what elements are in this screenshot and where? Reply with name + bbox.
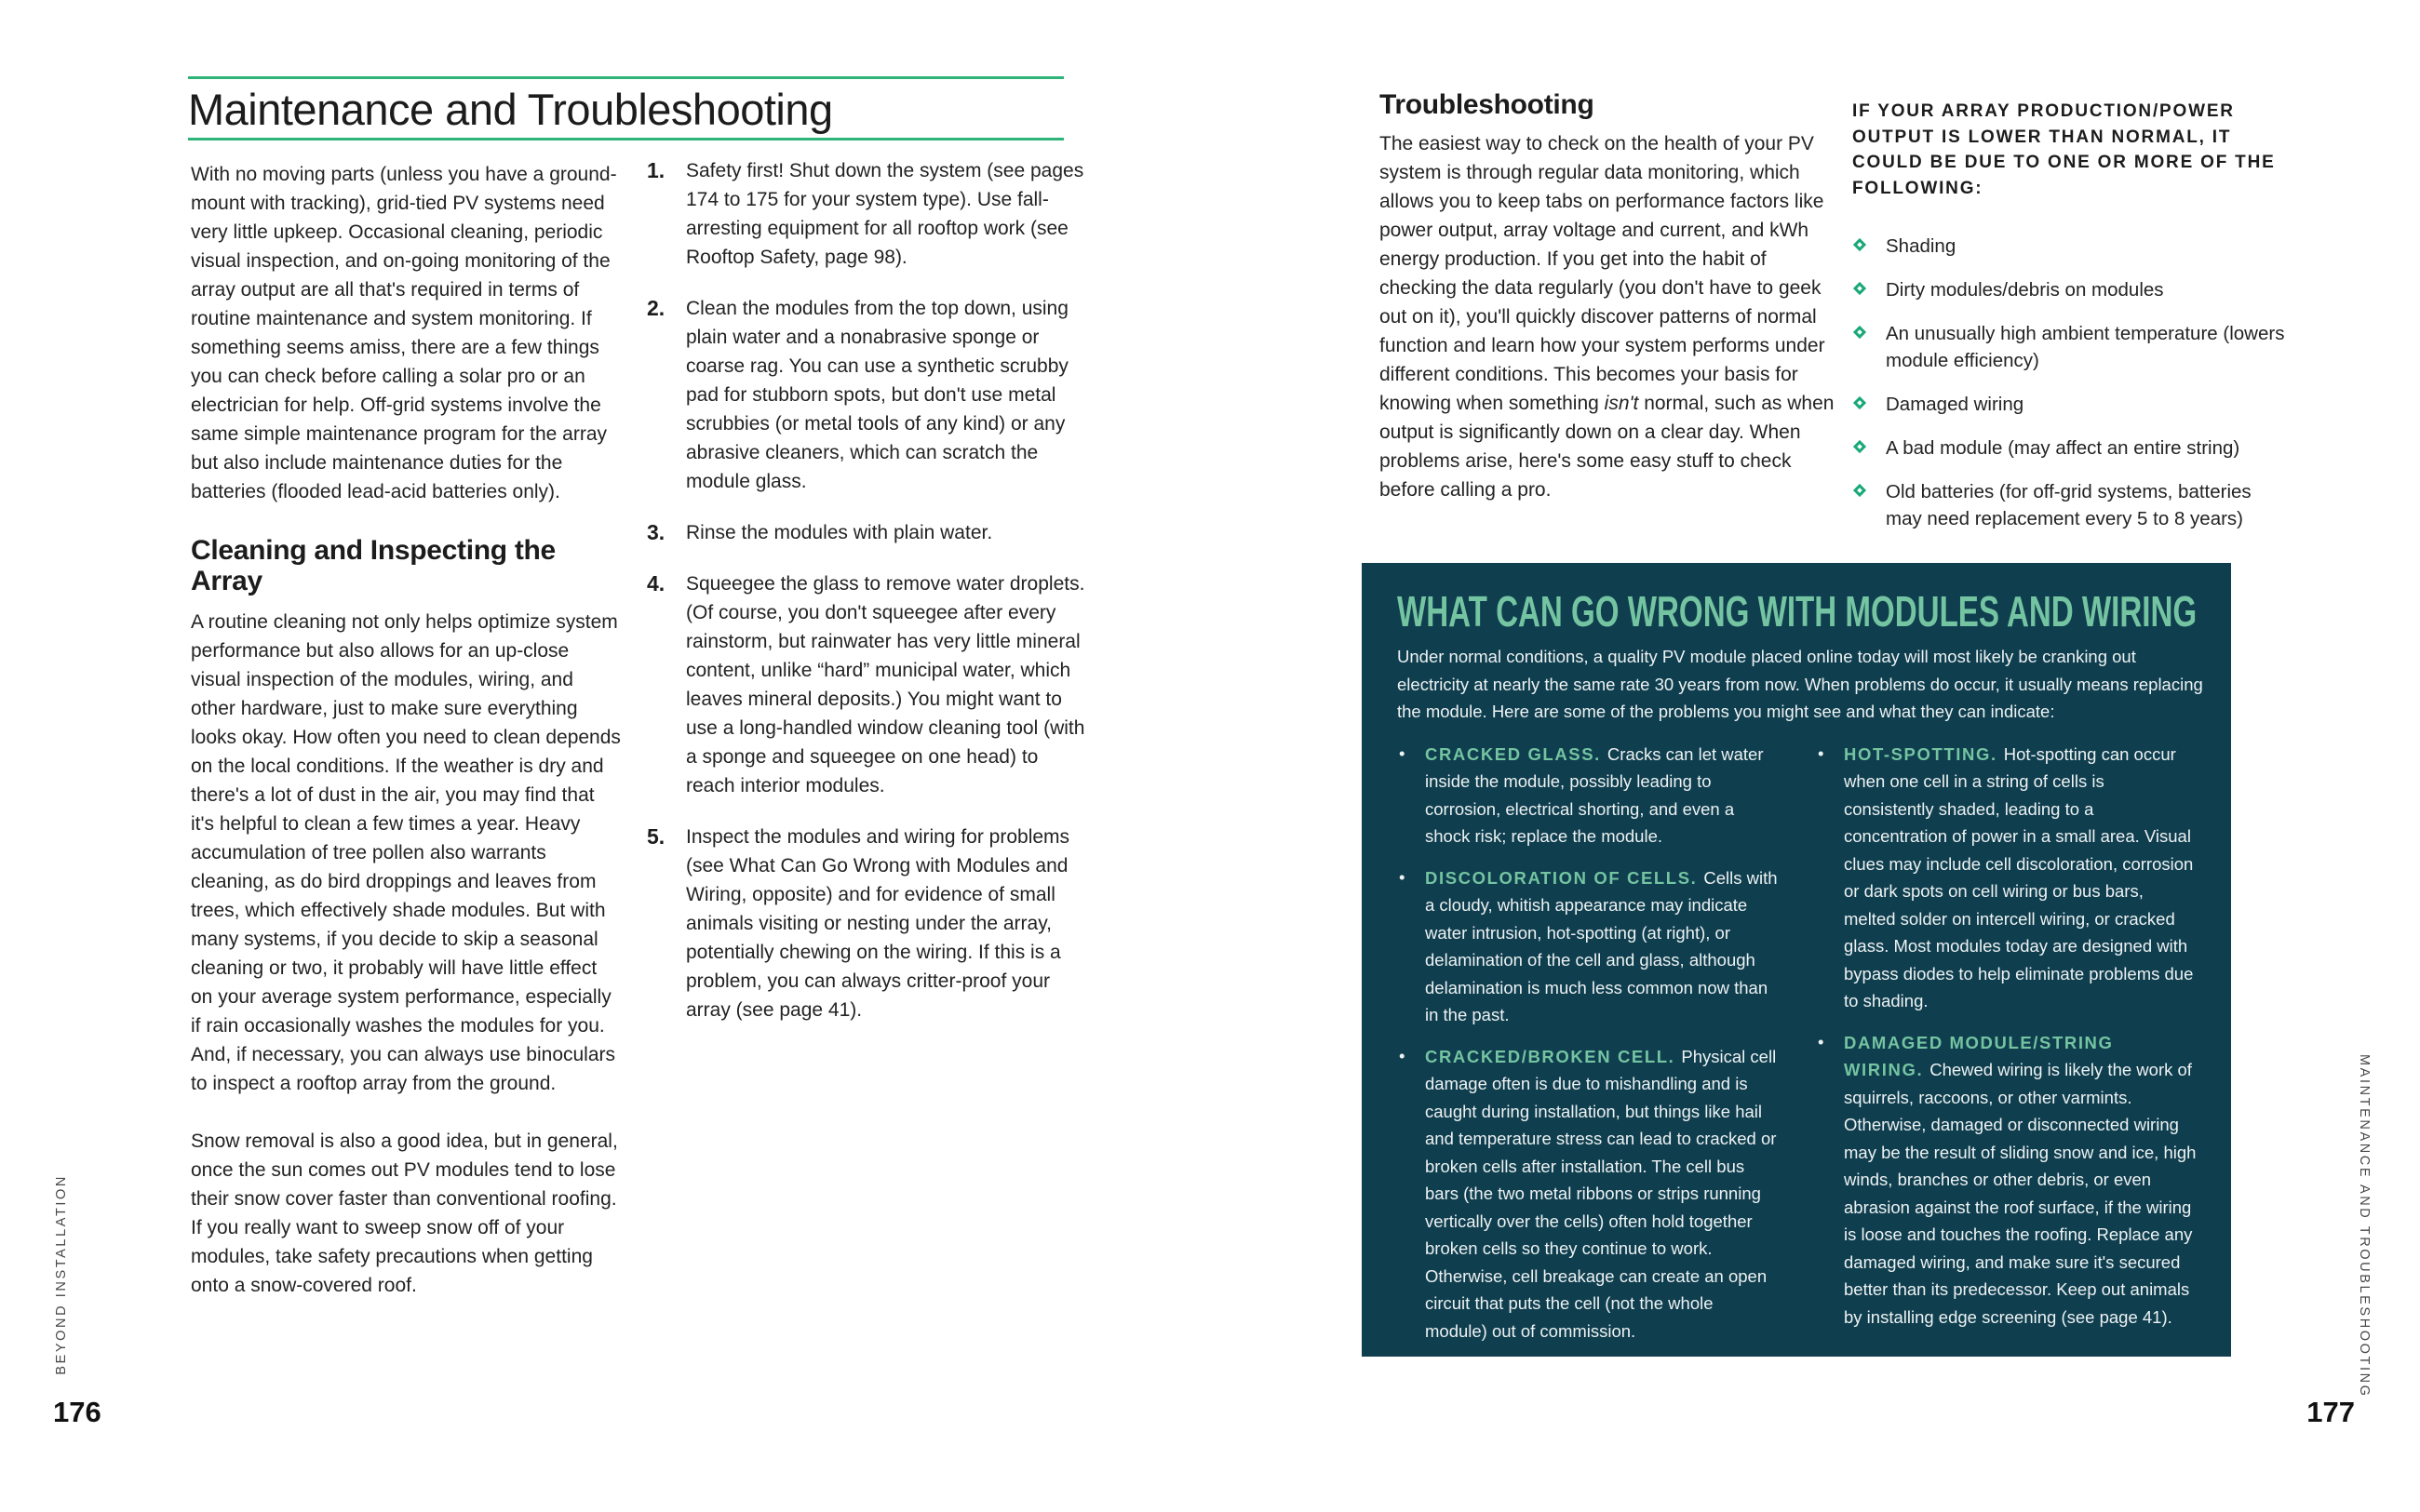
step-item xyxy=(647,518,1089,547)
bullet-icon: • xyxy=(1399,866,1405,887)
troubleshooting-text: The easiest way to check on the health of your PV system is through regular data monitoring, which allows you to keep tabs on performance factors like power output, array voltage and current, and kWh energy production. If you get into the habit of checking the data regularly (you don't have to geek out on it), you'll quickly discover patterns of normal function and learn how your system performs under different conditions. This becomes your basis for knowing when something xyxy=(1379,133,1825,414)
diamond-bullet-icon xyxy=(1853,282,1866,295)
troubleshooting-heading: Troubleshooting xyxy=(1379,89,1594,120)
title-top-rule xyxy=(188,76,1064,79)
panel-column-right xyxy=(1816,741,2198,1359)
step-item xyxy=(647,569,1089,800)
bullet-icon: • xyxy=(1818,743,1824,763)
page-number-right: 177 xyxy=(2306,1396,2355,1428)
panel-item xyxy=(1397,1043,1779,1345)
cause-text: Dirty modules/debris on modules xyxy=(1886,279,2164,301)
diamond-bullet-icon xyxy=(1853,326,1866,339)
title-bottom-rule xyxy=(188,138,1064,140)
panel-desc: Cracks can let water inside the module, possibly leading to corrosion, electrical shorting, and even a shock risk; replace the module. xyxy=(1425,743,1764,846)
causes-section xyxy=(1852,99,2290,549)
step-text: Safety first! Shut down the system (see pages 174 to 175 for your system type). Use fall-arresting equipment for all rooftop work (see Rooftop Safety, page 98). xyxy=(686,160,1084,268)
left-column xyxy=(191,160,621,1300)
panel-desc: Cells with a cloudy, whitish appearance may indicate water intrusion, hot-spotting (at right), or delamination of the cell and glass, although delamination is much less common now than in the past. xyxy=(1425,867,1778,1024)
cause-item xyxy=(1852,233,2290,260)
step-text: Inspect the modules and wiring for problems (see What Can Go Wrong with Modules and Wiring, opposite) and for evidence of small animals visiting or nesting under the array, potentially chewing on the wiring. If this is a problem, you can always critter-proof your array (see page 41). xyxy=(686,826,1070,1021)
step-item xyxy=(647,294,1089,496)
diamond-bullet-icon xyxy=(1853,238,1866,251)
what-can-go-wrong-panel xyxy=(1362,563,2231,1357)
troubleshooting-section xyxy=(1379,89,1837,504)
panel-term: CRACKED/BROKEN CELL. xyxy=(1425,1046,1675,1066)
step-text: Squeegee the glass to remove water droplets. (Of course, you don't squeegee after every rainstorm, but rainwater has very little mineral content, unlike “hard” municipal water, which leaves mineral deposits.) You might want to use a long-handled window cleaning tool (with a sponge and squeegee on one head) to reach interior modules. xyxy=(686,573,1085,796)
panel-desc: Chewed wiring is likely the work of squirrels, raccoons, or other varmints. Otherwise, damaged or disconnected wiring may be the result of sliding snow and ice, high winds, branches or other debris, or even abrasion against the roof surface, if the wiring is loose and touches the roofing. Replace any damaged wiring, and make sure it's secured better than its predecessor. Keep out animals by installing edge screening (see page 41). xyxy=(1844,1060,2197,1327)
cause-text: An unusually high ambient temperature (lowers module efficiency) xyxy=(1886,323,2285,371)
page-number-left: 176 xyxy=(53,1396,101,1428)
troubleshooting-italic: isn't xyxy=(1604,393,1639,414)
panel-title: WHAT CAN GO WRONG WITH MODULES AND WIRING xyxy=(1397,587,2198,636)
bullet-icon: • xyxy=(1818,1031,1824,1051)
causes-heading: IF YOUR ARRAY PRODUCTION/POWER OUTPUT IS LOWER THAN NORMAL, IT COULD BE DUE TO ONE OR MORE OF THE FOLLOWING: xyxy=(1852,101,2276,198)
cause-item xyxy=(1852,435,2290,462)
step-number: 3. xyxy=(647,520,666,544)
cause-text: Shading xyxy=(1886,235,1956,257)
cause-item xyxy=(1852,391,2290,418)
panel-item xyxy=(1816,1029,2198,1331)
sidebar-left-label: BEYOND INSTALLATION xyxy=(54,1174,69,1375)
troubleshooting-text: normal, such as when output is significantly down on a clear day. When problems arise, here's some easy stuff to check before calling a pro. xyxy=(1379,393,1835,501)
sidebar-right-label: MAINTENANCE AND TROUBLESHOOTING xyxy=(2357,1054,2372,1398)
panel-item xyxy=(1397,864,1779,1029)
steps-list xyxy=(647,156,1089,1047)
cause-text: Old batteries (for off-grid systems, batteries may need replacement every 5 to 8 years) xyxy=(1886,481,2252,529)
step-item xyxy=(647,823,1089,1024)
panel-column-left xyxy=(1397,741,1779,1359)
diamond-bullet-icon xyxy=(1853,440,1866,453)
cause-item xyxy=(1852,276,2290,303)
cause-text: Damaged wiring xyxy=(1886,394,2024,415)
step-number: 2. xyxy=(647,296,666,320)
bullet-icon: • xyxy=(1399,1045,1405,1065)
cause-item xyxy=(1852,320,2290,374)
snow-paragraph: Snow removal is also a good idea, but in general, once the sun comes out PV modules tend to lose their snow cover faster than conventional roofing. If you really want to sweep snow off of your modules, take safety precautions when getting onto a snow-covered roof. xyxy=(191,1131,618,1296)
section-heading: Cleaning and Inspecting the Array xyxy=(191,535,556,596)
step-item xyxy=(647,156,1089,272)
panel-term: CRACKED GLASS. xyxy=(1425,743,1601,764)
intro-paragraph: With no moving parts (unless you have a ground-mount with tracking), grid-tied PV systems need very little upkeep. Occasional cleaning, periodic visual inspection, and on-going monitoring of the array output are all that's required in terms of routine maintenance and system monitoring. If something seems amiss, there are a few things you can check before calling a solar pro or an electrician for help. Off-grid systems involve the same simple maintenance program for the array but also include maintenance duties for the batteries (flooded lead-acid batteries only). xyxy=(191,164,617,502)
troubleshooting-paragraph xyxy=(1379,129,1837,504)
diamond-bullet-icon xyxy=(1853,484,1866,497)
panel-term: DISCOLORATION OF CELLS. xyxy=(1425,867,1698,888)
step-text: Rinse the modules with plain water. xyxy=(686,522,993,543)
panel-intro: Under normal conditions, a quality PV module placed online today will most likely be cranking out electricity at nearly the same rate 30 years from now. When problems do occur, it usually means replacing the module. Here are some of the problems you might see and what they can indicate: xyxy=(1397,647,2203,721)
step-number: 5. xyxy=(647,824,666,849)
panel-term: DAMAGED MODULE/STRING WIRING. xyxy=(1844,1032,2114,1079)
panel-item xyxy=(1397,741,1779,850)
cleaning-paragraph: A routine cleaning not only helps optimize system performance but also allows for an up-close visual inspection of the modules, wiring, and other hardware, just to make sure everything looks okay. How often you need to clean depends on the local conditions. If the weather is dry and there's a lot of dust in the air, you may find that it's helpful to clean a few times a year. Heavy accumulation of tree pollen also warrants cleaning, as do bird droppings and leaves from trees, which effectively shade modules. But with many systems, if you decide to skip a seasonal cleaning or two, it probably will have little effect on your average system performance, especially if rain occasionally washes the modules for you. And, if necessary, you can always use binoculars to inspect a rooftop array from the ground. xyxy=(191,611,621,1094)
panel-desc: Physical cell damage often is due to mishandling and is caught during installation, but things like hail and temperature stress can lead to cracked or broken cells after installation. The cell bus bars (the two metal ribbons or strips running vertically over the cells) often hold together broken cells so they continue to work. Otherwise, cell breakage can create an open circuit that puts the cell (not the whole module) out of commission. xyxy=(1425,1046,1777,1341)
diamond-bullet-icon xyxy=(1853,396,1866,409)
cause-item xyxy=(1852,478,2290,532)
step-number: 4. xyxy=(647,571,666,595)
step-text: Clean the modules from the top down, using plain water and a nonabrasive sponge or coarse rag. You can use a synthetic scrubby pad for stubborn spots, but don't use metal scrubbies (or metal tools of any kind) or any abrasive cleaners, which can scratch the module glass. xyxy=(686,298,1069,492)
panel-columns xyxy=(1397,741,2198,1359)
cause-text: A bad module (may affect an entire string) xyxy=(1886,437,2240,459)
bullet-icon: • xyxy=(1399,743,1405,763)
step-number: 1. xyxy=(647,158,666,182)
panel-desc: Hot-spotting can occur when one cell in a string of cells is consistently shaded, leading to a concentration of power in a small area. Visual clues may include cell discoloration, corrosion or dark spots on cell wiring or bus bars, melted solder on intercell wiring, or cracked glass. Most modules today are designed with bypass diodes to help eliminate problems due to shading. xyxy=(1844,743,2194,1010)
page-title: Maintenance and Troubleshooting xyxy=(188,85,833,134)
panel-term: HOT-SPOTTING. xyxy=(1844,743,1997,764)
panel-item xyxy=(1816,741,2198,1015)
